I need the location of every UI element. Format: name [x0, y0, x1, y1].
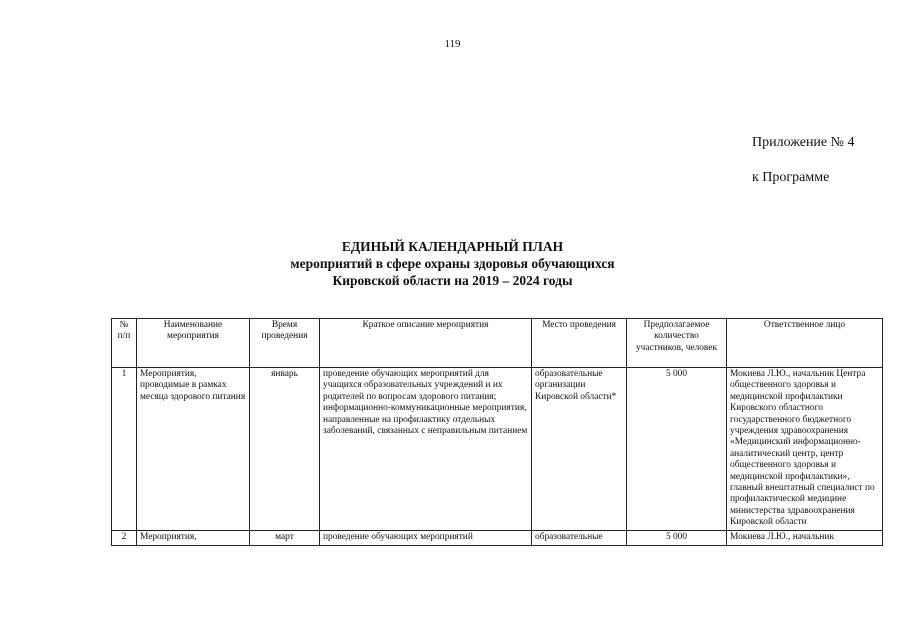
- row-place: образовательные организации Кировской области*: [532, 368, 627, 531]
- row-time: март: [250, 530, 320, 545]
- row-number: 2: [112, 530, 137, 545]
- header-name: Наименование мероприятия: [137, 319, 250, 368]
- header-description: Краткое описание мероприятия: [320, 319, 532, 368]
- title-line-2: мероприятий в сфере охраны здоровья обучающихся: [290, 256, 615, 271]
- row-number: 1: [112, 368, 137, 531]
- row-name: Мероприятия, проводимые в рамках месяца здорового питания: [137, 368, 250, 531]
- appendix-program: к Программе: [752, 170, 830, 185]
- row-place: образовательные: [532, 530, 627, 545]
- table-row: [112, 368, 883, 531]
- row-name: Мероприятия,: [137, 530, 250, 545]
- page-number: 119: [444, 38, 461, 50]
- title-line-3: Кировской области на 2019 – 2024 годы: [332, 273, 573, 288]
- table-header-row: [112, 319, 883, 368]
- row-count: 5 000: [627, 368, 727, 531]
- appendix-number: Приложение № 4: [752, 135, 855, 150]
- appendix-label: [752, 133, 855, 188]
- header-responsible: Ответственное лицо: [727, 319, 883, 368]
- row-responsible: Мокиева Л.Ю., начальник: [727, 530, 883, 545]
- header-number: № п/п: [112, 319, 137, 368]
- calendar-plan-table: [111, 318, 883, 546]
- row-count: 5 000: [627, 530, 727, 545]
- document-title: [0, 238, 905, 289]
- header-time: Время проведения: [250, 319, 320, 368]
- row-responsible: Мокиева Л.Ю., начальник Центра общественного здоровья и медицинской профилактики Кировского областного государственного бюджетного учреждения здравоохранения «Медицинский информационно-аналитический центр, центр общественного здоровья и медицинской профилактики», главный внештатный специалист по профилактической медицине министерства здравоохранения Кировской области: [727, 368, 883, 531]
- header-place: Место проведения: [532, 319, 627, 368]
- row-description: проведение обучающих мероприятий для учащихся образовательных учреждений и их родителей по вопросам здорового питания; информационно-коммуникационные мероприятия, направленные на профилактику отдельных заболеваний, связанных с неправильным питанием: [320, 368, 532, 531]
- row-description: проведение обучающих мероприятий: [320, 530, 532, 545]
- header-count: Предполагаемое количество участников, человек: [627, 319, 727, 368]
- row-time: январь: [250, 368, 320, 531]
- table-row: [112, 530, 883, 545]
- title-line-1: ЕДИНЫЙ КАЛЕНДАРНЫЙ ПЛАН: [341, 239, 564, 254]
